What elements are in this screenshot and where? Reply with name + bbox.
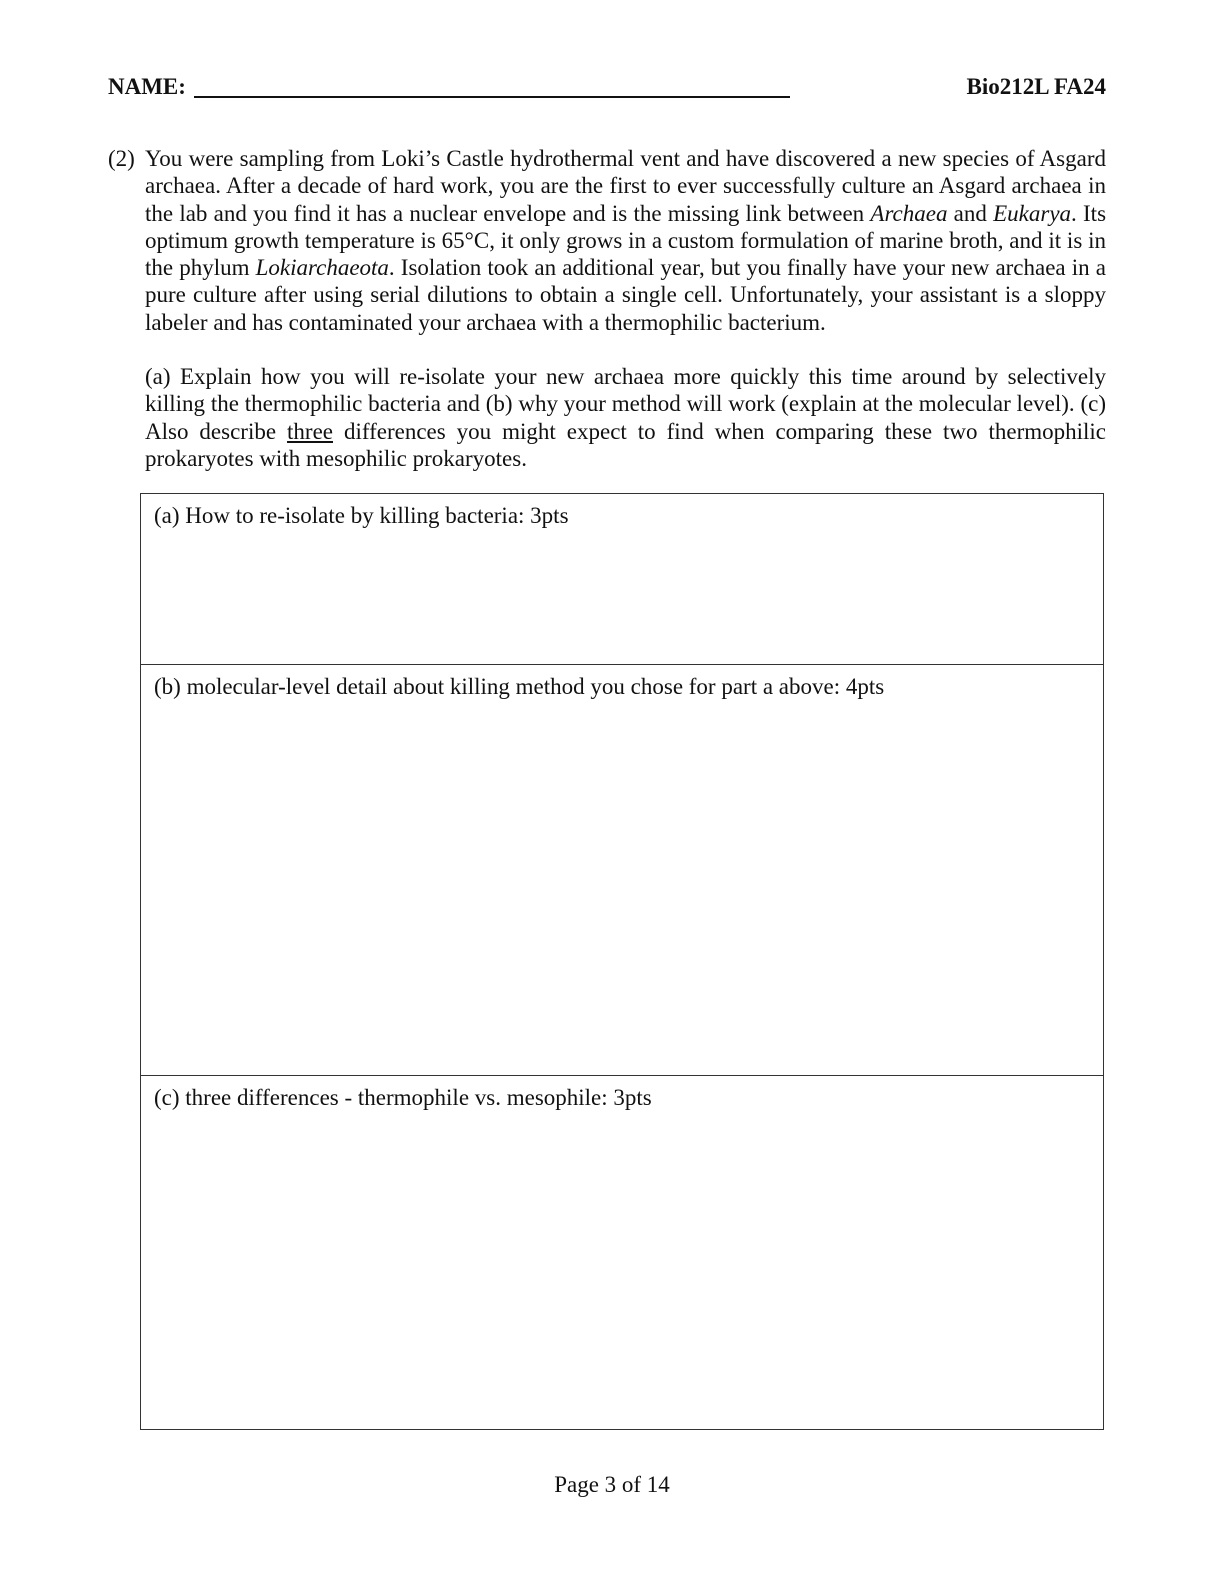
- page-number: Page 3 of 14: [554, 1472, 670, 1497]
- name-field[interactable]: [194, 96, 790, 98]
- question-number: (2): [108, 146, 135, 171]
- name-label: NAME:: [108, 74, 186, 99]
- term-eukarya: Eukarya: [993, 200, 1072, 226]
- answer-b-label: (b) molecular-level detail about killing method you chose for part a above: 4pts: [154, 674, 885, 699]
- answer-box-c[interactable]: [141, 1076, 1103, 1429]
- answer-box-a[interactable]: [141, 494, 1103, 665]
- question-prompt: (a) Explain how you will re-isolate your new archaea more quickly this time around by selectively killing the thermophilic bacteria and (b) why your method will work (explain at the molecular level). (c) Also describe three differences you might expect to find when comparing these two thermophilic prokaryotes with mesophilic prokaryotes.: [145, 364, 1107, 471]
- course-code: Bio212L FA24: [966, 74, 1106, 99]
- answer-c-label: (c) three differences - thermophile vs. mesophile: 3pts: [154, 1085, 652, 1110]
- page-header: [108, 72, 1106, 102]
- emphasis-three: three: [287, 418, 333, 444]
- answer-box-b[interactable]: [141, 665, 1103, 1076]
- term-phylum: Lokiarchaeota: [255, 255, 389, 281]
- question-text: You were sampling from Loki’s Castle hydrothermal vent and have discovered a new species of Asgard archaea. After a decade of hard work, you are the first to ever successfully culture an Asgard archaea in the lab and you find it has a nuclear envelope and is the missing link between Archaea and Eukarya. Its optimum growth temperature is 65°C, it only grows in a custom formulation of marine broth, and it is in the phylum Lokiarchaeota. Isolation took an additional year, but you finally have your new archaea in a pure culture after using serial dilutions to obtain a single cell. Unfortunately, your assistant is a sloppy labeler and has contaminated your archaea with a thermophilic bacterium.: [145, 146, 1107, 335]
- answer-table: [140, 493, 1104, 1430]
- term-archaea: Archaea: [870, 200, 948, 226]
- answer-a-label: (a) How to re-isolate by killing bacteria: 3pts: [154, 503, 569, 528]
- question-block: [108, 145, 1106, 336]
